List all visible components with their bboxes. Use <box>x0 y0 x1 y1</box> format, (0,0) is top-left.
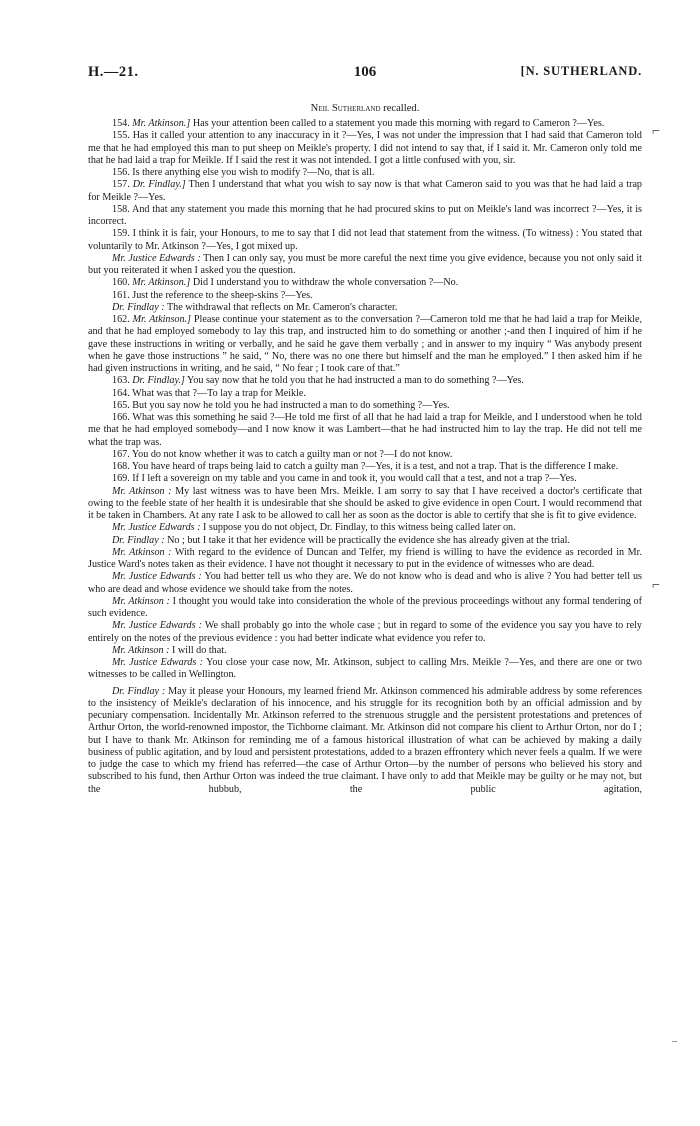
question-number: 167. <box>112 448 130 460</box>
transcript-paragraph <box>88 473 642 485</box>
paragraph-text: And that any statement you made this morning that he had procured skins to put on Meikle's land was incorrect ?—Yes, it is incorrect. <box>88 203 642 227</box>
transcript-paragraph <box>88 412 642 449</box>
paragraph-text: What was that ?—To lay a trap for Meikle. <box>132 387 306 399</box>
speaker-label: Mr. Atkinson.] <box>132 314 191 325</box>
paragraph-text: But you say now he told you he had instructed a man to do something ?—Yes. <box>132 399 450 411</box>
witness-name: Neil Sutherland <box>310 103 381 114</box>
margin-pencil-mark: ‒ <box>672 1036 677 1047</box>
transcript-paragraph <box>88 179 642 204</box>
question-number: 165. <box>112 399 130 411</box>
transcript-paragraph <box>88 657 642 682</box>
paragraph-text: Is there anything else you wish to modify ?—No, that is all. <box>132 167 375 178</box>
transcript-paragraph <box>88 375 642 387</box>
paragraph-text: No ; but I take it that her evidence will be practically the evidence she has already given at the trial. <box>167 534 570 546</box>
paragraph-text: May it please your Honours, my learned friend Mr. Atkinson commenced his admirable address by some references to the insistency of Meikle's declaration of his innocence, and his struggle for its recognition both by an official admission and by pecuniary compensation. Incidentally Mr. Atkinson referred to the strenuous struggle and the persistent protestations and pretences of Arthur Orton, the world-renowned impostor, the Tichborne claimant. Mr. Atkinson did not compare his client to Arthur Orton, nor do I ; but I have to thank Mr. Atkinson for reminding me of a famous historical illustration of what can be achieved by making a daily business of public agitation, and by loud and persistent protestations, added to a brazen effrontery which never feels a qualm. If we were to judge the case to which my friend has referred—the case of Arthur Orton—by the number of persons who believed his story and subscribed to his fund, then Arthur Orton was indeed the true claimant. I have only to add that Meikle may be guilty or he may not, but the hubbub, the public agitation, <box>88 685 642 795</box>
paragraph-text: Has your attention been called to a statement you made this morning with regard to Cameron ?—Yes. <box>192 118 605 129</box>
closing-address-paragraph <box>88 686 642 796</box>
transcript-paragraph <box>88 571 642 596</box>
transcript-paragraph <box>88 535 642 547</box>
transcript-paragraph <box>88 522 642 534</box>
paragraph-text: The withdrawal that reflects on Mr. Cameron's character. <box>166 301 398 313</box>
speaker-label: Mr. Justice Edwards : <box>112 522 201 534</box>
speaker-label: Mr. Atkinson.] <box>132 277 191 289</box>
transcript-paragraph <box>88 253 642 278</box>
speaker-label: Mr. Atkinson : <box>112 485 172 497</box>
question-number: 156. <box>112 167 130 178</box>
question-number: 163. <box>112 375 130 387</box>
transcript-paragraph <box>88 302 642 314</box>
transcript-paragraph <box>88 388 642 400</box>
transcript-paragraph <box>88 449 642 461</box>
transcript-paragraph <box>88 290 642 302</box>
margin-pencil-mark: ⌐ <box>652 578 660 593</box>
transcript-paragraph <box>88 486 642 523</box>
question-number: 158. <box>112 203 130 215</box>
speaker-label: Dr. Findlay.] <box>132 375 185 387</box>
transcript-paragraph <box>88 620 642 645</box>
paragraph-text: I thought you would take into consideration the whole of the previous proceedings without any formal tendering of such evidence. <box>88 595 642 619</box>
section-reference: [N. SUTHERLAND. <box>520 64 642 78</box>
question-number: 155. <box>112 130 130 142</box>
speaker-label: Mr. Justice Edwards : <box>112 571 202 583</box>
paragraph-text: What was this something he said ?—He told me first of all that he had laid a trap for Meikle, and I understood when he told me that he had employed somebody—and I now know it was Lambert—that he had instructed him to lay the trap. He did not tell me what the trap was. <box>88 412 642 448</box>
document-reference: H.—21. <box>88 64 139 80</box>
question-number: 164. <box>112 387 130 399</box>
paragraph-text: You do not know whether it was to catch a guilty man or not ?—I do not know. <box>131 448 453 460</box>
transcript-body <box>88 118 642 796</box>
question-number: 157. <box>112 179 130 191</box>
paragraph-text: You have heard of traps being laid to catch a guilty man ?—Yes, it is a test, and not a trap. That is the difference I make. <box>131 461 619 472</box>
question-number: 159. <box>112 228 130 240</box>
question-number: 169. <box>112 473 130 485</box>
transcript-paragraph <box>88 277 642 289</box>
question-number: 154. <box>112 118 130 129</box>
speaker-label: Dr. Findlay : <box>112 301 165 313</box>
transcript-paragraph <box>88 596 642 621</box>
paragraph-text: We shall probably go into the whole case ; but in regard to some of the evidence you say you have to rely entirely on the notes of the previous evidence : you had better indicate what evidence you refer to. <box>88 620 642 644</box>
speaker-label: Mr. Justice Edwards : <box>112 657 204 668</box>
transcript-paragraph <box>88 204 642 229</box>
speaker-label: Dr. Findlay : <box>112 685 166 697</box>
paragraph-text: Did I understand you to withdraw the whole conversation ?—No. <box>192 277 459 289</box>
section-heading <box>88 103 642 114</box>
question-number: 162. <box>112 314 130 325</box>
question-number: 168. <box>112 461 130 472</box>
running-header <box>88 64 642 84</box>
speaker-label: Mr. Justice Edwards : <box>112 252 201 264</box>
paragraph-text: I will do that. <box>172 644 227 656</box>
paragraph-text: Please continue your statement as to the conversation ?—Cameron told me that he had laid a trap for Meikle, and that he had employed somebody to lay this trap, and instructed him to do something or another ;-and then I inquired of him if he gave these instructions in writing or verbally, and he said he gave them verbally ; and in answer to my inquiry “ Was anybody present when he gave those instructions ” he said, “ No, there was no one there but himself and the man he employed.” I then asked him if he had given instructions in writing, and he said, “ No fear ; I took care of that.” <box>88 314 642 374</box>
paragraph-text: Just the reference to the sheep-skins ?—Yes. <box>132 289 313 301</box>
speaker-label: Dr. Findlay : <box>112 534 165 546</box>
transcript-paragraph <box>88 645 642 657</box>
paragraph-text: You close your case now, Mr. Atkinson, subject to calling Mrs. Meikle ?—Yes, and there are one or two witnesses to be called in Wellington. <box>88 657 642 681</box>
transcript-paragraph <box>88 228 642 253</box>
question-number: 166. <box>112 412 130 423</box>
transcript-paragraph <box>88 167 642 179</box>
paragraph-text: If I left a sovereign on my table and you came in and took it, you would call that a test, and not a trap ?—Yes. <box>132 473 577 485</box>
paragraph-text: Then I understand that what you wish to say now is that what Cameron said to you was that he had laid a trap for Meikle ?—Yes. <box>88 179 642 203</box>
transcript-paragraph <box>88 547 642 572</box>
transcript-paragraph <box>88 130 642 167</box>
question-number: 161. <box>112 289 130 301</box>
transcript-paragraph <box>88 461 642 473</box>
speaker-label: Mr. Atkinson : <box>112 546 172 558</box>
paragraph-text: Has it called your attention to any inaccuracy in it ?—Yes, I was not under the impression that I had said that Cameron told me that he had employed this man to put sheep on Meikle's property. I did not intend to say that, if I said it. Mr. Cameron only told me that he had laid a trap for Meikle. If I said the rest it was not intended. I got a little confused with you, sir. <box>88 130 642 166</box>
transcript-paragraph <box>88 314 642 375</box>
paragraph-text: With regard to the evidence of Duncan and Telfer, my friend is willing to have the evidence as recorded in Mr. Justice Ward's notes taken as their evidence. I have not thought it necessary to put in the evidence of witnesses who are dead. <box>88 546 642 570</box>
speaker-label: Dr. Findlay.] <box>132 179 186 191</box>
question-number: 160. <box>112 277 130 289</box>
paragraph-text: You had better tell us who they are. We do not know who is dead and who is alive ? You had better tell us who are dead and whose evidence we should take from the notes. <box>88 571 642 595</box>
speaker-label: Mr. Justice Edwards : <box>112 620 202 632</box>
paragraph-text: I suppose you do not object, Dr. Findlay, to this witness being called later on. <box>203 522 516 534</box>
margin-pencil-mark: ⌐ <box>652 124 660 139</box>
transcript-paragraph <box>88 400 642 412</box>
paragraph-text: I think it is fair, your Honours, to me to say that I did not lead that statement from the witness. (To witness) : You stated that voluntarily to Mr. Atkinson ?—Yes, I got mixed up. <box>88 228 643 252</box>
paragraph-text: My last witness was to have been Mrs. Meikle. I am sorry to say that I have received a doctor's certificate that owing to the feeble state of her health it is undesirable that she should be asked to give evidence in open Court. I would recommend that it be taken in Chambers. At any rate I ask to be allowed to call her as soon as the doctor is able to certify that she is fit to give evidence. <box>88 485 643 521</box>
speaker-label: Mr. Atkinson.] <box>132 118 191 129</box>
heading-suffix: recalled. <box>383 103 420 114</box>
page-number: 106 <box>353 64 377 80</box>
paragraph-text: Then I can only say, you must be more careful the next time you give evidence, because you not only said it but you reiterated it when I asked you the question. <box>88 252 642 276</box>
transcript-paragraph <box>88 118 642 130</box>
speaker-label: Mr. Atkinson : <box>112 644 170 656</box>
paragraph-text: You say now that he told you that he had instructed a man to do something ?—Yes. <box>187 375 524 387</box>
speaker-label: Mr. Atkinson : <box>112 595 170 607</box>
